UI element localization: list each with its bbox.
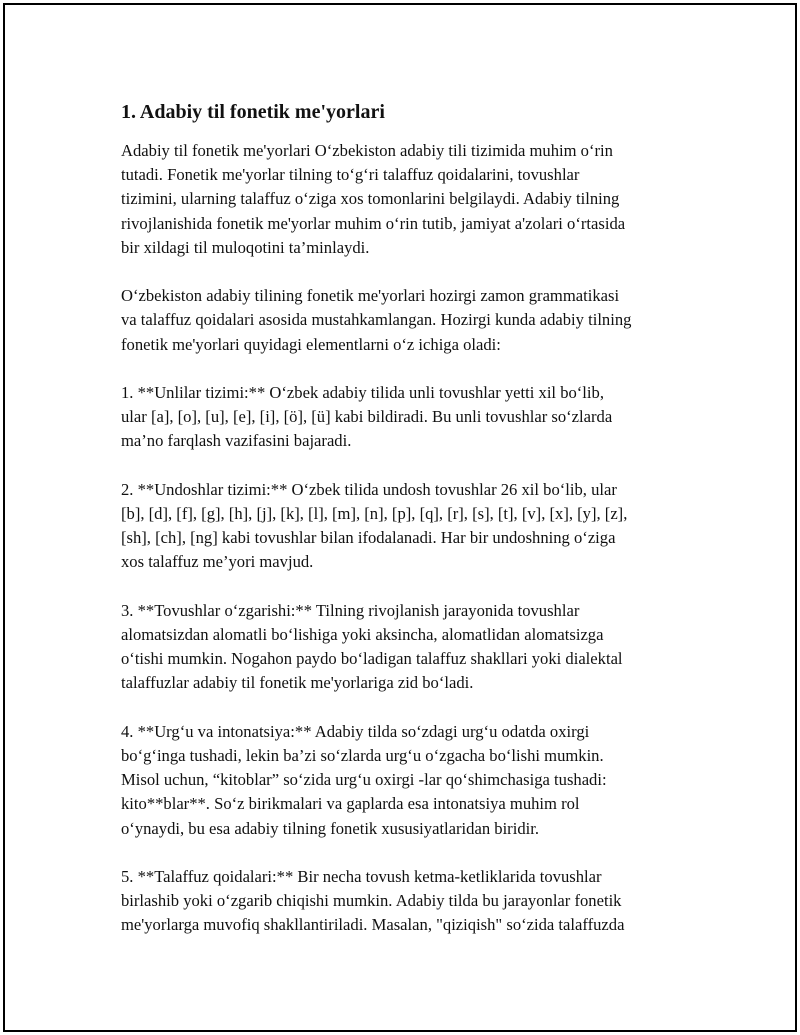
text-line: Adabiy til fonetik me'yorlari O‘zbekiston adabiy tili tizimida muhim o‘rin [121,141,613,160]
text-line: 4. **Urg‘u va intonatsiya:** Adabiy tilda so‘zdagi urg‘u odatda oxirgi [121,721,590,741]
text-line: fonetik me'yorlari quyidagi elementlarni o‘z ichiga oladi: [121,334,501,354]
text-line: 3. **Tovushlar o‘zgarishi:** Tilning rivojlanish jarayonida tovushlar [121,600,580,620]
text-line: kito**blar**. So‘z birikmalari va gaplarda esa intonatsiya muhim rol [121,794,580,814]
text-line: 2. **Undoshlar tizimi:** O‘zbek tilida undosh tovushlar 26 xil bo‘lib, ular [121,479,617,499]
text-line: talaffuzlar adabiy til fonetik me'yorlariga zid bo‘ladi. [121,673,474,693]
text-line: tutadi. Fonetik me'yorlar tilning to‘g‘ri talaffuz qoidalarini, tovushlar [121,165,580,185]
paragraph-elements-intro [121,284,701,357]
text-line: tizimini, ularning talaffuz o‘ziga xos tomonlarini belgilaydi. Adabiy tilning [121,189,620,209]
document-body [121,99,701,962]
text-line: me'yorlarga muvofiq shakllantiriladi. Masalan, "qiziqish" so‘zida talaffuzda [121,915,625,935]
text-line: [b], [d], [f], [g], [h], [j], [k], [l], [m], [n], [p], [q], [r], [s], [t], [v], [x], [y], [z], [121,504,628,523]
paragraph-intro [121,139,701,260]
text-line: 1. **Unlilar tizimi:** O‘zbek adabiy tilida unli tovushlar yetti xil bo‘lib, [121,383,604,402]
text-line: o‘ynaydi, bu esa adabiy tilning fonetik xususiyatlaridan biridir. [121,818,539,838]
text-line: bo‘g‘inga tushadi, lekin ba’zi so‘zlarda urg‘u o‘zgacha bo‘lishi mumkin. [121,746,604,765]
text-line: o‘tishi mumkin. Nogahon paydo bo‘ladigan talaffuz shakllari yoki dialektal [121,649,623,669]
paragraph-consonants [121,478,701,575]
paragraph-vowels [121,381,701,454]
text-line: ma’no farqlash vazifasini bajaradi. [121,431,352,451]
text-line: va talaffuz qoidalari asosida mustahkamlangan. Hozirgi kunda adabiy tilning [121,310,632,330]
text-line: bir xildagi til muloqotini ta’minlaydi. [121,237,370,257]
paragraph-stress-intonation [121,720,701,841]
text-line: O‘zbekiston adabiy tilining fonetik me'yorlari hozirgi zamon grammatikasi [121,286,620,306]
text-line: birlashib yoki o‘zgarib chiqishi mumkin. Adabiy tilda bu jarayonlar fonetik [121,891,622,911]
text-line: 5. **Talaffuz qoidalari:** Bir necha tovush ketma-ketliklarida tovushlar [121,867,602,886]
section-heading: 1. Adabiy til fonetik me'yorlari [121,101,385,123]
text-line: Misol uchun, “kitoblar” so‘zida urg‘u oxirgi -lar qo‘shimchasiga tushadi: [121,770,607,790]
text-line: [sh], [ch], [ng] kabi tovushlar bilan ifodalanadi. Har bir undoshning o‘ziga [121,528,616,548]
paragraph-sound-changes [121,599,701,696]
text-line: rivojlanishida fonetik me'yorlar muhim o‘rin tutib, jamiyat a'zolari o‘rtasida [121,213,626,233]
text-line: alomatsizdan alomatli bo‘lishiga yoki aksincha, alomatlidan alomatsizga [121,625,604,644]
text-line: xos talaffuz me’yori mavjud. [121,552,314,572]
page-frame [3,3,797,1032]
text-line: ular [a], [o], [u], [e], [i], [ö], [ü] kabi bildiradi. Bu unli tovushlar so‘zlarda [121,407,613,427]
paragraph-pronunciation-rules [121,865,701,938]
